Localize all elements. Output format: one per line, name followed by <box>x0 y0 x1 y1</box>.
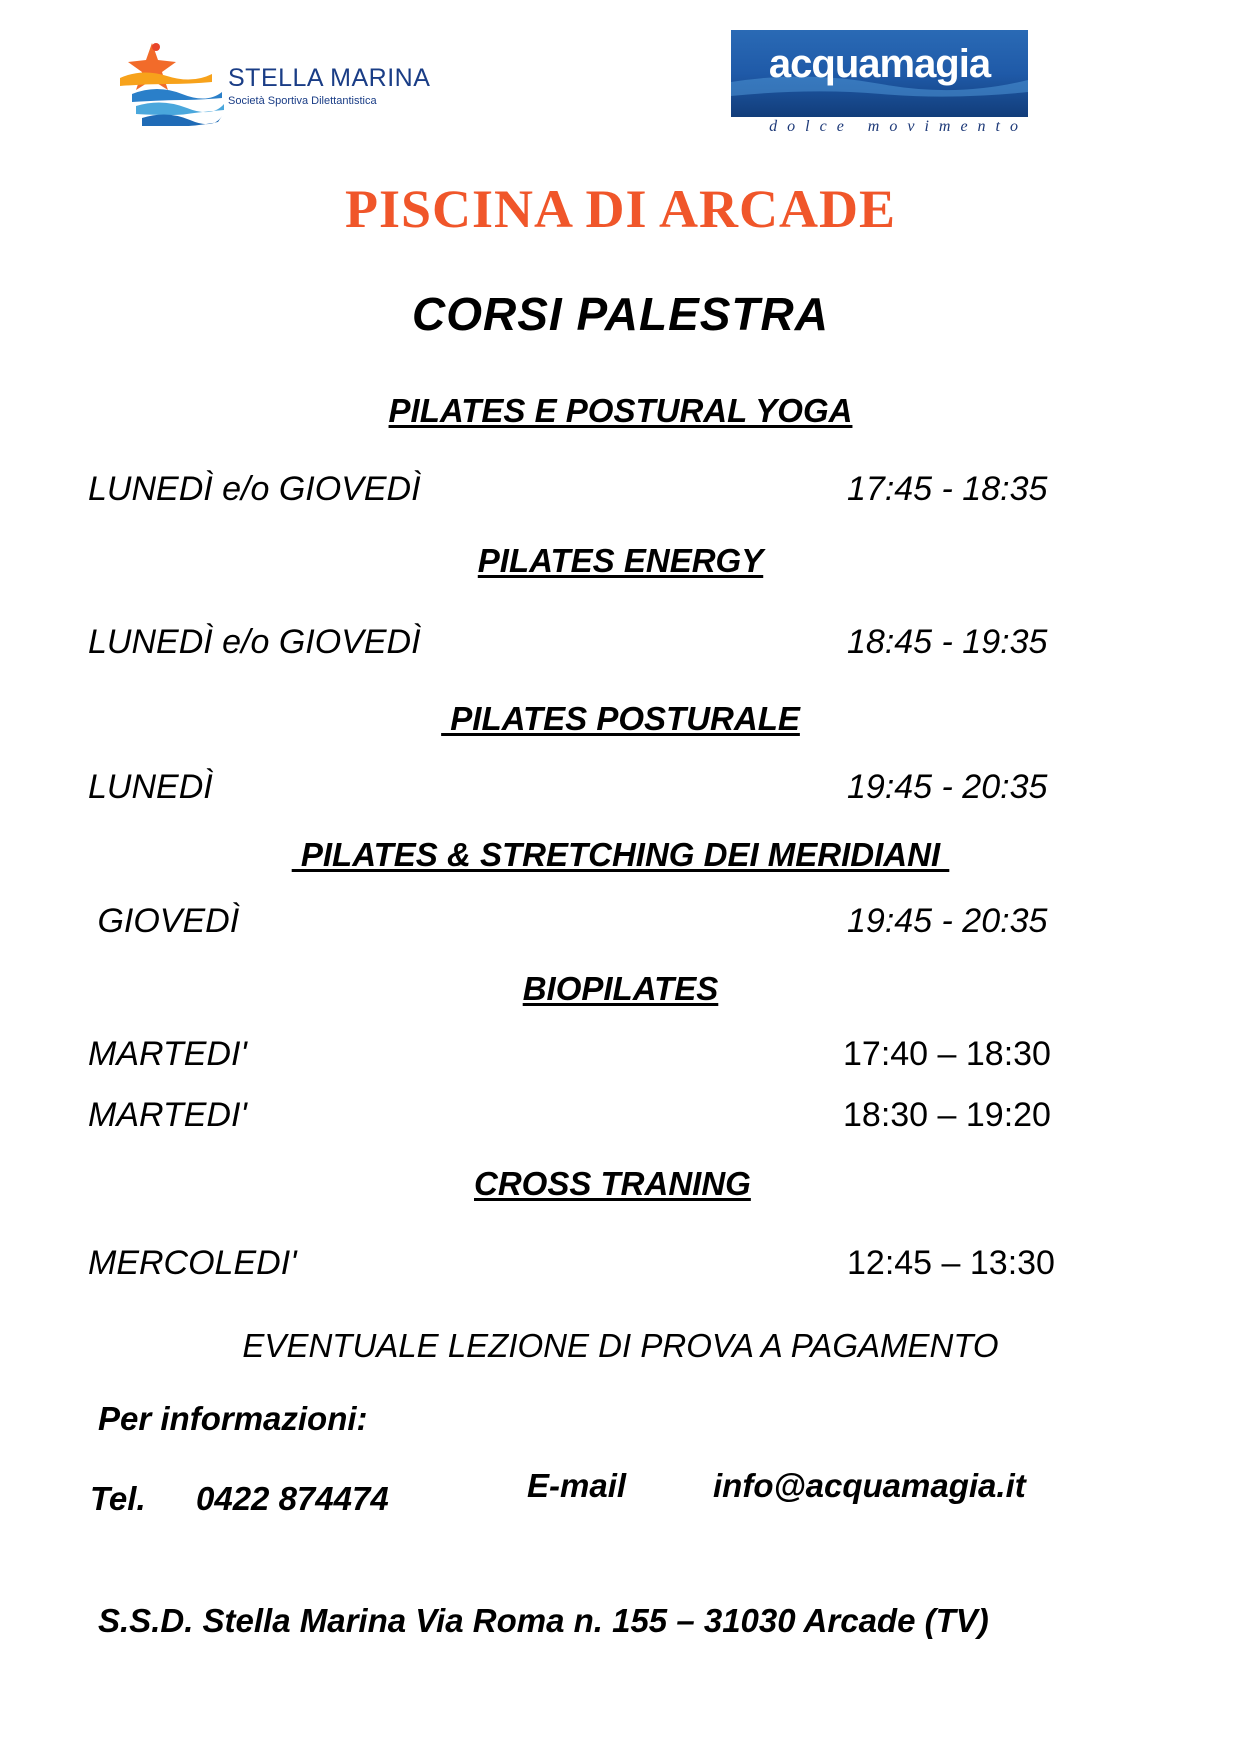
stella-marina-name: STELLA MARINA <box>228 64 431 92</box>
page-title: PISCINA DI ARCADE <box>344 179 897 239</box>
stella-marina-subtitle: Società Sportiva Dilettantistica <box>228 95 377 107</box>
session-day: LUNEDÌ e/o GIOVEDÌ <box>88 470 421 508</box>
email-address[interactable]: info@acquamagia.it <box>713 1467 1026 1504</box>
session-day: MERCOLEDI' <box>88 1244 297 1282</box>
session-day: LUNEDÌ e/o GIOVEDÌ <box>88 623 421 661</box>
email-label: E-mail <box>527 1467 627 1504</box>
session-time: 18:30 – 19:20 <box>843 1096 1051 1134</box>
trial-lesson-notice: EVENTUALE LEZIONE DI PROVA A PAGAMENTO <box>242 1327 999 1364</box>
course-title: PILATES & STRETCHING DEI MERIDIANI <box>291 836 950 873</box>
session-day: GIOVEDÌ <box>88 902 240 940</box>
session-day: MARTEDI' <box>88 1096 247 1134</box>
session-time: 12:45 – 13:30 <box>847 1244 1055 1282</box>
address: S.S.D. Stella Marina Via Roma n. 155 – 31030 Arcade (TV) <box>98 1602 989 1639</box>
session-day: MARTEDI' <box>88 1035 247 1073</box>
session-time: 18:45 - 19:35 <box>847 623 1048 661</box>
session-day: LUNEDÌ <box>88 768 213 806</box>
session-time: 19:45 - 20:35 <box>847 902 1048 940</box>
acquamagia-tagline: dolce movimento <box>769 118 1028 135</box>
phone-number[interactable]: 0422 874474 <box>196 1480 389 1517</box>
course-title: PILATES ENERGY <box>477 542 764 579</box>
course-title: PILATES E POSTURAL YOGA <box>388 392 853 429</box>
session-time: 17:45 - 18:35 <box>847 470 1048 508</box>
course-title: CROSS TRANING <box>474 1165 751 1202</box>
course-title: PILATES POSTURALE <box>441 700 800 737</box>
page-subtitle: CORSI PALESTRA <box>412 288 829 340</box>
starfish-wave-icon <box>120 43 224 126</box>
phone-label: Tel. <box>90 1480 146 1517</box>
acquamagia-name: acquamagia <box>768 42 991 86</box>
info-label: Per informazioni: <box>98 1400 368 1437</box>
course-title: BIOPILATES <box>522 970 719 1007</box>
session-time: 19:45 - 20:35 <box>847 768 1048 806</box>
session-time: 17:40 – 18:30 <box>843 1035 1051 1073</box>
